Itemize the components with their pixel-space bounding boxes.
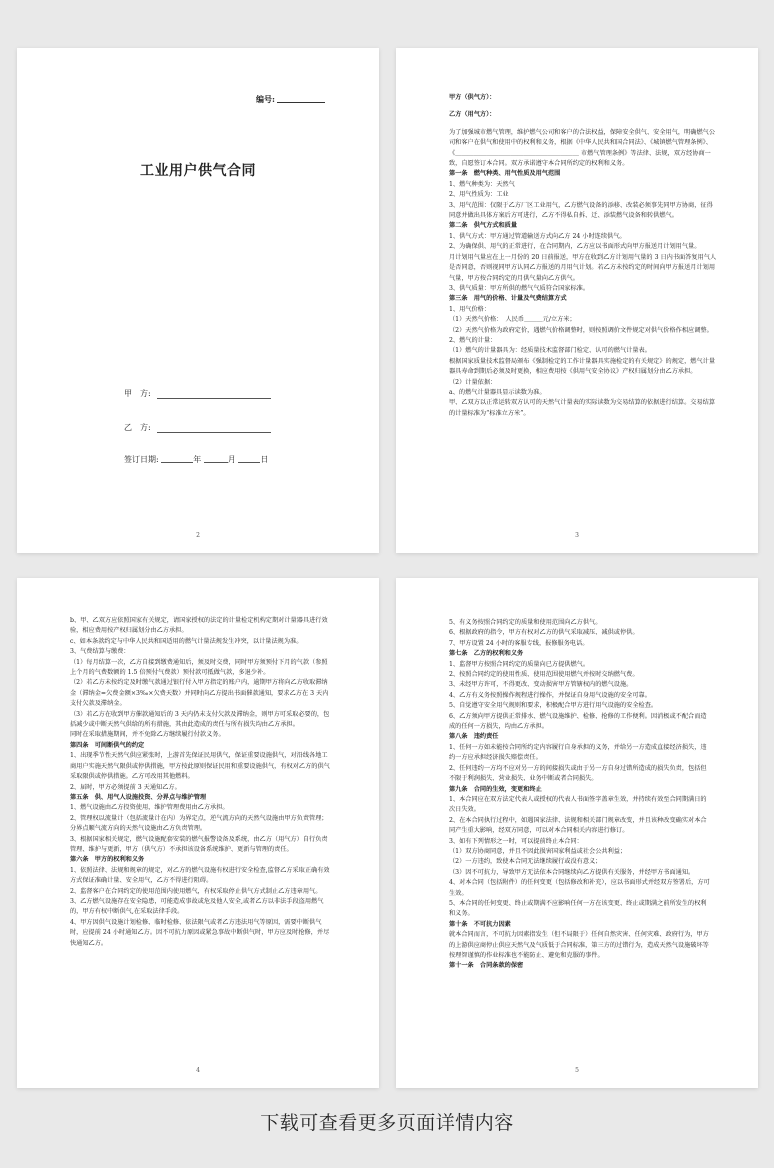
section-heading: 甲方（供气方）：: [449, 94, 496, 101]
paragraph: 4、甲方因供气设施计划检修、临时检修、依法限气或者乙方违法用气等原因，需要中断供气时，应提前 24 小时通知乙方。因不可抗力原因或紧急事故中断供气时，甲方应及时抢修，并尽快通知乙方。: [70, 918, 330, 947]
paragraph: 就本合同而言，不可抗力因素指发生（但不局限于）任何自然灾害、任何灾难、政府行为，甲方的上游供应商停止供应天然气及气质低于合同标准，第三方的过错行为，造成天然气设施破坏等按理智谨慎的作业标准也不能防止、避免和克服的事件。: [449, 931, 709, 959]
paragraph: 6、乙方须向甲方提供正常排水、燃气设施维护、检修、抢修的工作便利。因消极或不配合而造成的任何一方损失，均由乙方承担。: [449, 712, 707, 731]
party-b-field: [124, 422, 271, 433]
paragraph: c、如本条款约定与中华人民共和国适用的燃气计量法规发生冲突，以计量法规为准。: [70, 637, 303, 645]
section-heading: 第六条 甲方的权利和义务: [70, 856, 145, 864]
paragraph: 1、本合同应在双方法定代表人或授权的代表人书面签字盖章生效，并持续有效至合同期满日的次日失效。: [449, 795, 707, 814]
paragraph: 甲、乙双方以正常运转双方认可的天然气计量表的实际读数为交易结算的依据进行结算。交易结算的计量标准为“标准立方米”。: [449, 399, 716, 417]
party-a-line: [157, 390, 271, 399]
paragraph: 4、乙方有义务按照操作规程进行操作，并保证自身用气设施的安全可靠。: [449, 691, 651, 699]
paragraph: 5、有义务按照合同约定的质量和使用范围向乙方供气。: [449, 619, 602, 626]
paragraph: [449, 121, 718, 128]
paragraph: 月计划用气量应在上一月份的 20 日前报送，甲方在收到乙方计划用气量的 3 日内书面答复用气人是否同意，否则视同甲方认同乙方报送的月用气计划。若乙方未按约定的时间向甲方报送月计划用气量，甲方按合同约定的月供气量向乙方供气。: [449, 253, 717, 282]
paragraph: 2、任何违约一方均不应对另一方的间接损失或由于另一方自身过错所造成的损失负责，包括但不限于利润损失、营业损失、业务中断或者合同损失。: [449, 764, 707, 783]
paragraph: 3、如有下列情形之一时，可以提前终止本合同：: [449, 837, 583, 845]
paragraph: 2、在本合同执行过程中，如遇国家法律、法规和相关部门规章改变，并且该种改变确实对本合同产生重大影响，经双方同意，可以对本合同相关内容进行修订。: [449, 816, 707, 835]
paragraph: 1、燃气设施由乙方投资使用，维护管理费用由乙方承担。: [70, 804, 229, 812]
contract-number-blank: [277, 102, 325, 103]
year-label: 年: [193, 455, 202, 464]
section-heading: 第八条 违约责任: [449, 733, 499, 741]
paragraph: （2）若乙方未按约定及时缴气款通过银行付入甲方指定的账户内，逾期甲方将向乙方收取滞纳金（滞纳金=欠费金额×3‰×欠费天数）并同时向乙方提出书面催款通知，要求乙方在 3 天内支付欠款及滞纳金。: [70, 679, 329, 708]
paragraph: a、的燃气计量器具显示读数为准。: [449, 388, 546, 396]
section-heading: 第五条 供、用气人设施投资、分界点与维护管理: [70, 793, 207, 801]
paragraph: （1）燃气的计量器具为：经质量技术监督部门检定、认可的燃气计量表。: [449, 347, 651, 355]
contract-number: [256, 94, 325, 105]
paragraph: 1、燃气种类为：天然气: [449, 180, 515, 188]
page-4-body: [449, 618, 710, 972]
paragraph: [449, 103, 718, 110]
section-heading: 第十条 不可抗力因素: [449, 920, 511, 928]
paragraph: 2、为确保供、用气的正常进行，在合同期内，乙方应以书面形式向甲方报送月计划用气量。: [449, 243, 701, 251]
section-heading: 第十一条 合同条款的保密: [449, 962, 524, 970]
paragraph: b、甲、乙双方应依照国家有关规定，请国家授权的法定的计量检定机构定期对计量器具进行效验，相应费用按产权归属划分由乙方承担。: [70, 617, 328, 635]
year-blank: [161, 455, 193, 463]
section-heading: 第四条 可间断供气的约定: [70, 741, 145, 749]
signing-date: [124, 454, 268, 465]
paragraph: 1、出现季节性天然气供应紧张时，上游首先保证民用供气，保证重要设施供气，对沿线各地工商用户实施天然气限供或停供措施，甲方按此原则保证民用和重要设施供气，有权对乙方的供气采取限供或停供措施。乙方可改用其他燃料。: [70, 752, 330, 781]
paragraph: 7、甲方设置 24 小时的客服专线，报修服务电话。: [449, 639, 589, 647]
paragraph: 3、根据国家相关规定，燃气设施配套安装的燃气报警设备及系统，由乙方（用气方）自行负责管理、维护与更新，甲方（供气方）不承担该设备系统维护、更新与管理的责任。: [70, 835, 328, 853]
paragraph: 根据国家质量技术监督局颁布《强制检定的工作计量器具实施检定的有关规定》的规定，燃气计量器具寿命到期后必须及时更换，相应费用按《供用气安全协议》产权归属划分由乙方承担。: [449, 357, 716, 376]
paragraph: 5、自觉遵守安全用气规则和要求，积极配合甲方进行用气设施的安全检查。: [449, 702, 658, 710]
section-heading: 第三条 用气的价格、计量及气费结算方式: [449, 295, 567, 303]
paragraph: （2）计量依据：: [449, 378, 497, 386]
paragraph: 2、届时，甲方必须提前 3 天通知乙方。: [70, 783, 181, 791]
paragraph: 2、用气性质为：工业: [449, 191, 509, 199]
paragraph: 1、依照法律、法规和规章的规定，对乙方的燃气设施有权进行安全检查,监督乙方采取正确有效方式保证准确计量、安全用气，乙方不得进行阻碍。: [70, 866, 330, 885]
page-number: 2: [196, 532, 200, 539]
paragraph: 3、用气范围：仅限于乙方厂区工业用气，乙方燃气设备的添移、改装必须事先同甲方协商，征得同意并做出具体方案后方可进行，乙方不得私自拆、迁、添装燃气设备和转供燃气。: [449, 201, 713, 220]
paragraph: 1、用气价格：: [449, 305, 491, 313]
paragraph: 1、任何一方如未能按合同所约定内容履行自身承担的义务，并给另一方造成直接经济损失，违约一方应承担经济损失赔偿责任。: [449, 743, 707, 762]
month-blank: [204, 455, 228, 463]
page-3: [17, 578, 379, 1088]
page-number: 5: [575, 1067, 579, 1074]
page-2-body: [449, 93, 718, 419]
signing-date-label: 签订日期:: [124, 455, 159, 464]
contract-title: 工业用户供气合同: [140, 163, 256, 179]
paragraph: （2）天然气价格为政府定价，遇燃气价格调整时，则按照调价文件规定对供气价格作相应调整。: [449, 326, 713, 334]
month-label: 月: [227, 455, 236, 464]
party-a-label: 甲 方:: [124, 389, 151, 398]
paragraph: 2、按照合同约定的使用性质、使用范围使用燃气并按时交纳燃气费。: [449, 671, 639, 679]
party-a-field: [124, 388, 271, 399]
section-heading: 第七条 乙方的权利和义务: [449, 650, 524, 658]
contract-number-label: 编号:: [256, 94, 275, 104]
paragraph: 2、燃气的计量：: [449, 336, 497, 344]
paragraph: （1）每月结算一次，乙方自接到缴费通知后，须及时交费，同时甲方须预付下月的气款（参照上个月的气费数额的 1.5 倍预付气费款）预付款可抵做气款，多退少补。: [70, 658, 328, 677]
paragraph: 3、供气质量：甲方所供的燃气气质符合国家标准。: [449, 284, 590, 292]
paragraph: 6、根据政府的指令，甲方有权对乙方的供气采取减压、减供或停供。: [449, 629, 639, 637]
paragraph: 3、气费结算与缴费：: [70, 648, 130, 656]
paragraph: 5、本合同的任何变更、终止或期满不应影响任何一方在该变更、终止或期满之前所发生的权利和义务。: [449, 899, 707, 918]
day-blank: [238, 455, 260, 463]
paragraph: （1）天然气价格： 人民币＿＿＿元/立方米；: [449, 316, 576, 324]
page-2: [396, 48, 758, 553]
section-heading: 乙方（用气方）：: [449, 111, 496, 119]
paragraph: （3）因不可抗力，导致甲方无法依本合同继续向乙方提供有关服务，并经甲方书面通知。: [449, 868, 695, 876]
paragraph: 同时在采取措施期间，并不免除乙方继续履行付款义务。: [70, 731, 225, 739]
section-heading: 第九条 合同的生效，变更和终止: [449, 785, 542, 793]
section-heading: 第一条 燃气种类、用气性质及用气范围: [449, 170, 561, 178]
paragraph: 3、乙方燃气设施存在安全隐患，可能造成事故或危及他人安全,或者乙方以非法手段盗用燃气的，甲方有权中断供气,在采取法律手段。: [70, 897, 324, 916]
paragraph: 为了加强城市燃气管理，维护燃气公司和客户的合法权益，保障安全供气、安全用气，明确燃气公司和客户在供气和使用中的权利和义务，根据《中华人民共和国合同法》、《城镇燃气管理条例》、《＿＿＿＿＿＿＿＿＿＿＿＿＿＿＿＿＿＿＿＿ 市燃气管理条例》等法律、法规，双方经协商一致，自愿签订本合同。双方承诺遵守本合同所约定的权利和义务。: [449, 128, 716, 168]
paragraph: 4、对本合同（包括附件）的任何变更（包括修改和补充），应以书面形式并经双方签署后，方可生效。: [449, 879, 710, 897]
day-label: 日: [260, 455, 269, 464]
page-4: [396, 578, 758, 1088]
paragraph: （3）若乙方在收到甲方催款通知后的 3 天内仍未支付欠款及滞纳金，则甲方可采取必要的，包括减少或中断天然气供给的所有措施，其由此造成的责任与所有损失均由乙方承担。: [70, 710, 330, 729]
paragraph: 1、供气方式：甲方通过管道输送方式向乙方 24 小时连续供气。: [449, 232, 626, 240]
paragraph: （1）双方协商同意，并且不因此损害国家利益或社会公共利益；: [449, 847, 627, 855]
page-cover: [17, 48, 379, 553]
paragraph: 3、未经甲方许可，不得更改、变动损害甲方管辖权内的燃气设施。: [449, 681, 633, 689]
page-number: 4: [196, 1067, 200, 1074]
paragraph: 1、监督甲方按照合同约定的质量向已方提供燃气。: [449, 660, 590, 668]
page-3-body: [70, 616, 331, 949]
paragraph: 2、监督客户在合同约定的使用范围内使用燃气，有权采取停止供气方式制止乙方违章用气。: [70, 887, 322, 895]
section-heading: 第二条 供气方式和质量: [449, 222, 518, 230]
paragraph: 2、管理权以流量计（包括流量计在内）为界定点，逆气流方向的天然气设施由甲方负责管理；分界点顺气流方向的天然气设施由乙方负责管理。: [70, 814, 328, 833]
party-b-line: [157, 424, 271, 433]
page-number: 3: [575, 532, 579, 539]
paragraph: （2）一方违约，致使本合同无法继续履行或没有意义；: [449, 858, 602, 866]
download-more-link[interactable]: 下载可查看更多页面详情内容: [260, 1112, 514, 1134]
party-b-label: 乙 方:: [124, 423, 151, 432]
